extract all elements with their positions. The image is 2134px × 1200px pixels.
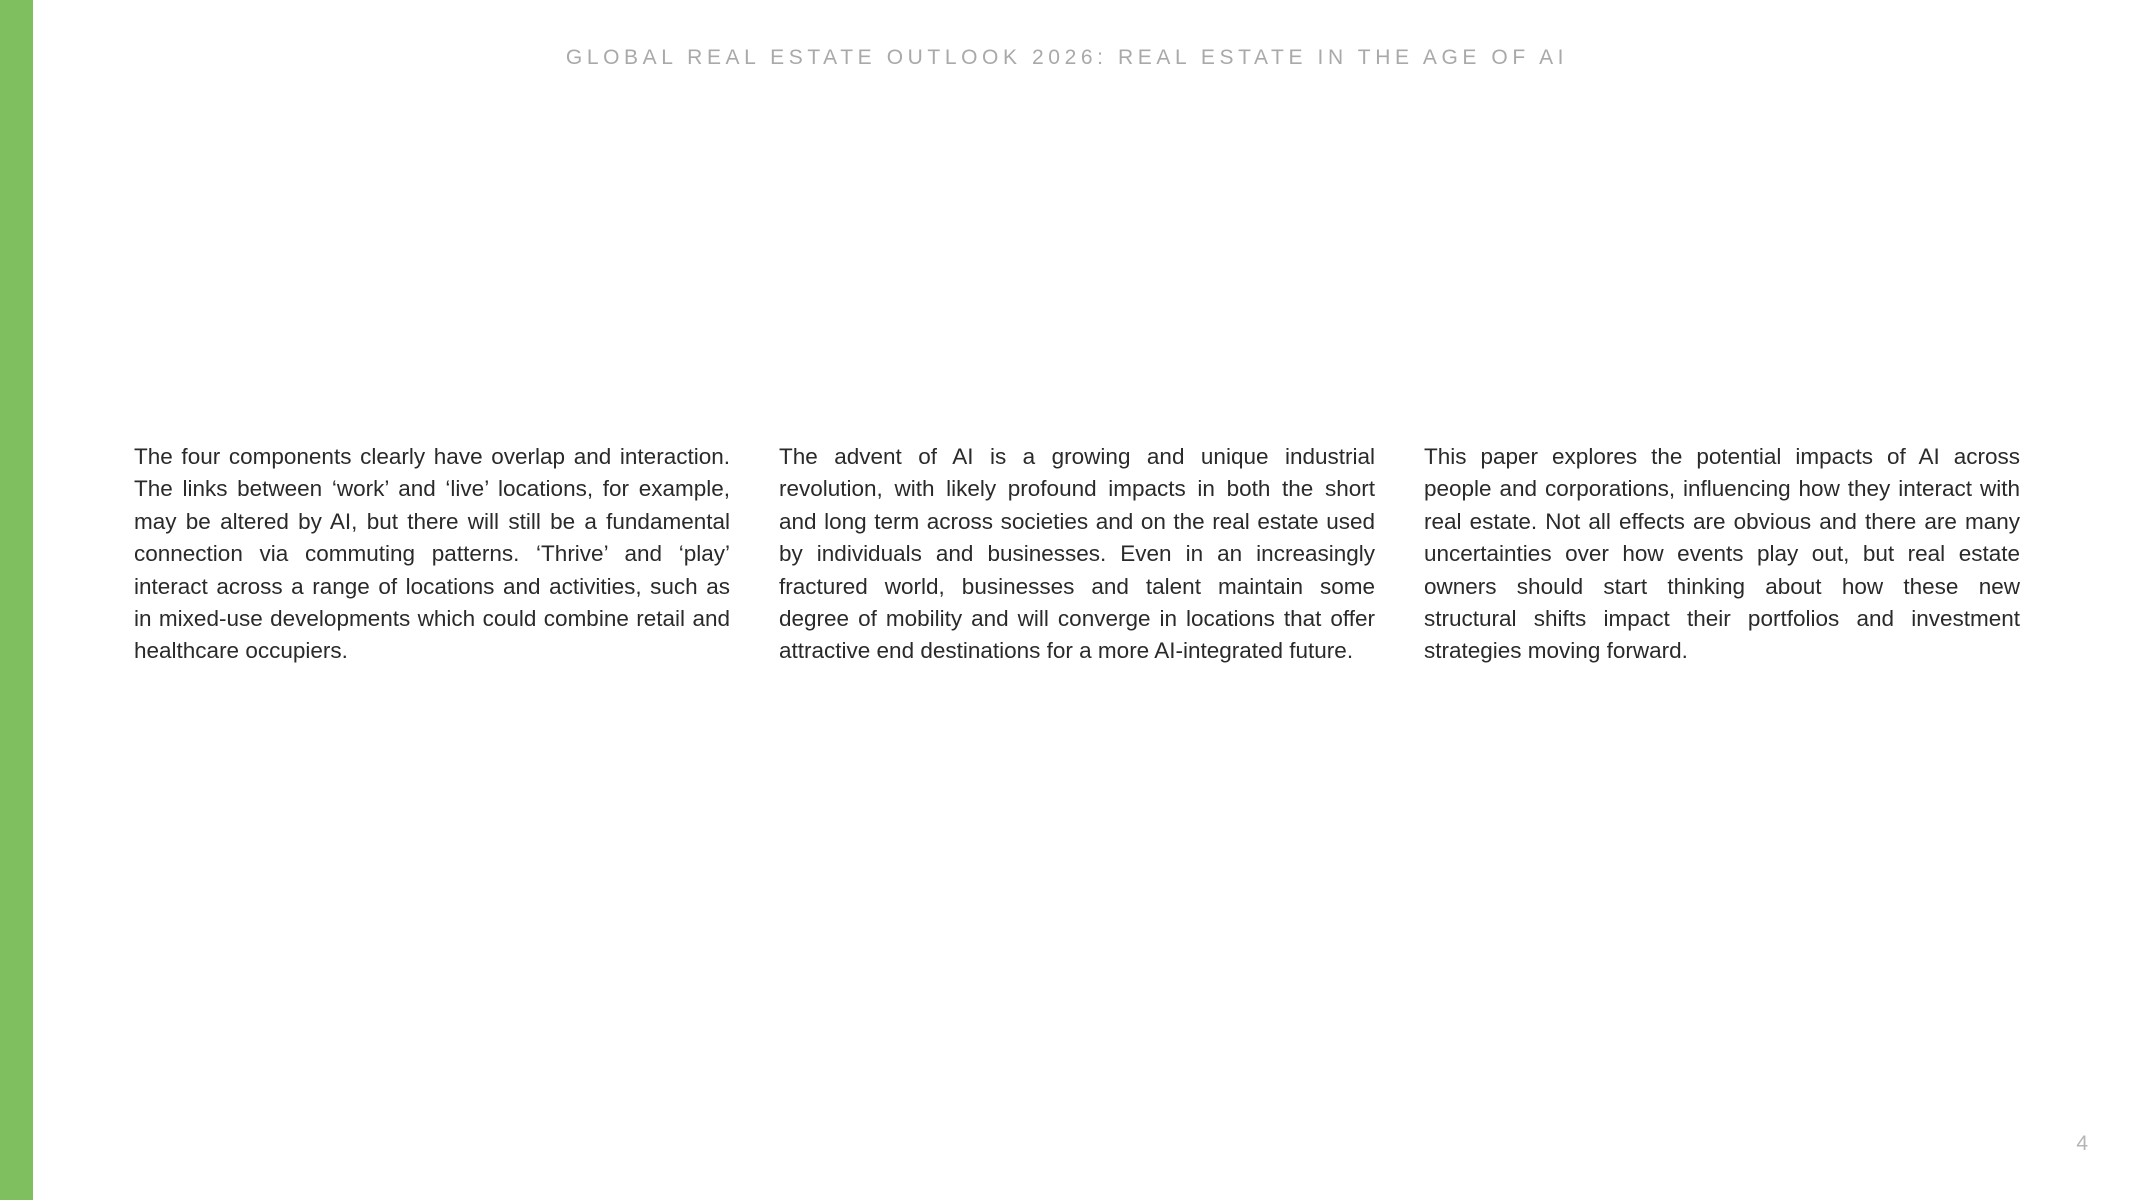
running-header: GLOBAL REAL ESTATE OUTLOOK 2026: REAL ESTATE IN THE AGE OF AI bbox=[565, 46, 1569, 69]
page-number: 4 bbox=[2076, 1132, 2088, 1155]
body-column-1: The four components clearly have overlap and interaction. The links between ‘work’ and ‘live’ locations, for example, may be altered by AI, but there will still be a fundamental connection via commuting patterns. ‘Thrive’ and ‘play’ interact across a range of locations and activities, such as in mixed-use developments which could combine retail and healthcare occupiers. bbox=[134, 444, 730, 664]
body-column-3: This paper explores the potential impacts of AI across people and corporations, influencing how they interact with real estate. Not all effects are obvious and there are many uncertainties over how events play out, but real estate owners should start thinking about how these new structural shifts impact their portfolios and investment strategies moving forward. bbox=[1424, 444, 2020, 664]
body-columns bbox=[134, 441, 2020, 668]
accent-bar bbox=[0, 0, 33, 1200]
body-column-2: The advent of AI is a growing and unique industrial revolution, with likely profound impacts in both the short and long term across societies and on the real estate used by individuals and businesses. Even in an increasingly fractured world, businesses and talent maintain some degree of mobility and will converge in locations that offer attractive end destinations for a more AI-integrated future. bbox=[779, 444, 1375, 664]
